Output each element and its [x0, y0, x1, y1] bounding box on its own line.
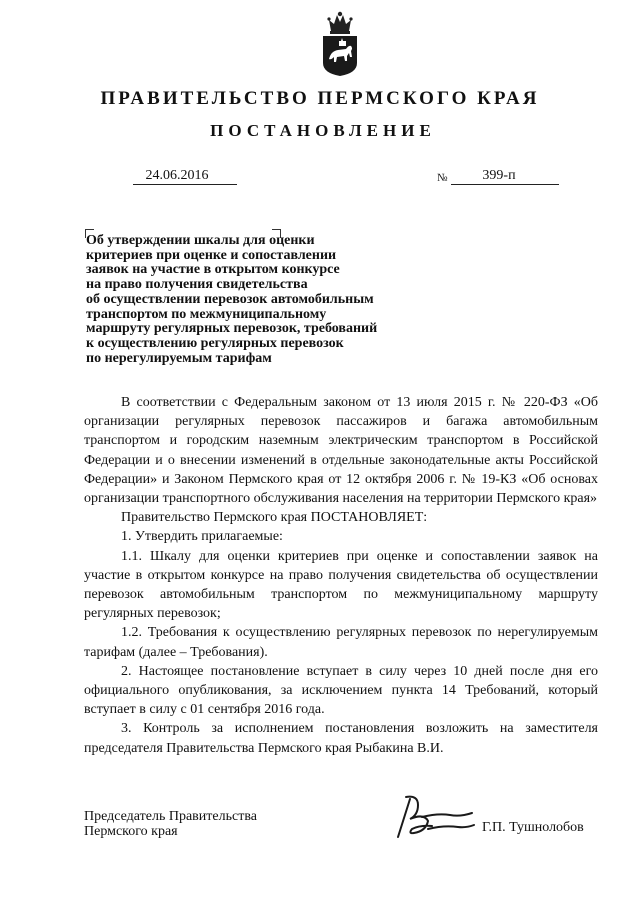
signatory-title-line: Пермского края — [84, 824, 178, 839]
subject-line: на право получения свидетельства — [86, 277, 308, 293]
clause-3: 3. Контроль за исполнением постановления возложить на заместителя председателя Правительства Пермского края Рыбакина В.И. — [84, 721, 598, 756]
subject-line: критериев при оценке и сопоставлении — [86, 247, 337, 263]
document-date-value: 24.06.2016 — [145, 168, 209, 183]
subject-line: Об утверждении шкалы для оценки — [86, 233, 315, 248]
subject-line: об осуществлении перевозок автомобильным — [86, 291, 374, 307]
subject-line: заявок на участие в открытом конкурсе — [86, 262, 340, 278]
subject-line: к осуществлению регулярных перевозок — [86, 335, 344, 351]
clause-2: 2. Настоящее постановление вступает в силу через 10 дней после дня его официального опубликования, за исключением пункта 14 Требований, который вступает в силу с 01 сентября 2016 года. — [84, 663, 598, 718]
signatory-title — [84, 809, 257, 839]
document-number-value: 399-п — [482, 168, 516, 183]
resolves-paragraph: Правительство Пермского края ПОСТАНОВЛЯЕТ: — [121, 510, 428, 526]
clause-1-2: 1.2. Требования к осуществлению регулярных перевозок по нерегулируемым тарифам (далее – Требования). — [84, 625, 598, 660]
government-title: ПРАВИТЕЛЬСТВО ПЕРМСКОГО КРАЯ — [100, 88, 540, 109]
signatory-name: Г.П. Тушнолобов — [482, 820, 584, 835]
clause-1: 1. Утвердить прилагаемые: — [121, 529, 283, 545]
document-type: ПОСТАНОВЛЕНИЕ — [210, 121, 436, 140]
signatory-title-line: Председатель Правительства — [84, 809, 257, 824]
subject-line: маршруту регулярных перевозок, требований — [86, 321, 378, 337]
subject-line: по нерегулируемым тарифам — [86, 350, 272, 366]
document-date — [133, 169, 237, 185]
subject-line: транспортом по межмуниципальному — [86, 306, 327, 322]
document-subject — [86, 234, 406, 366]
perm-krai-coat-of-arms-icon — [321, 11, 359, 77]
clause-1-1: 1.1. Шкалу для оценки критериев при оценке и сопоставлении заявок на участие в открытом конкурсе на право получения свидетельства об осуществлении перевозок автомобильным транспортом по межмуниципальному маршруту регулярных перевозок; — [84, 548, 598, 622]
number-sign: № — [437, 172, 448, 184]
document-body — [84, 393, 598, 758]
document-number — [451, 169, 559, 185]
handwritten-signature — [388, 793, 478, 841]
preamble-paragraph: В соответствии с Федеральным законом от 13 июля 2015 г. № 220-ФЗ «Об организации регулярных перевозок пассажиров и багажа автомобильным транспортом и городским наземным электрическим транспортом в Российской Федерации и о внесении изменений в отдельные законодательные акты Российской Федерации» и Законом Пермского края от 12 октября 2006 г. № 19-КЗ «Об основах организации транспортного обслуживания населения на территории Пермского края» — [84, 395, 598, 507]
